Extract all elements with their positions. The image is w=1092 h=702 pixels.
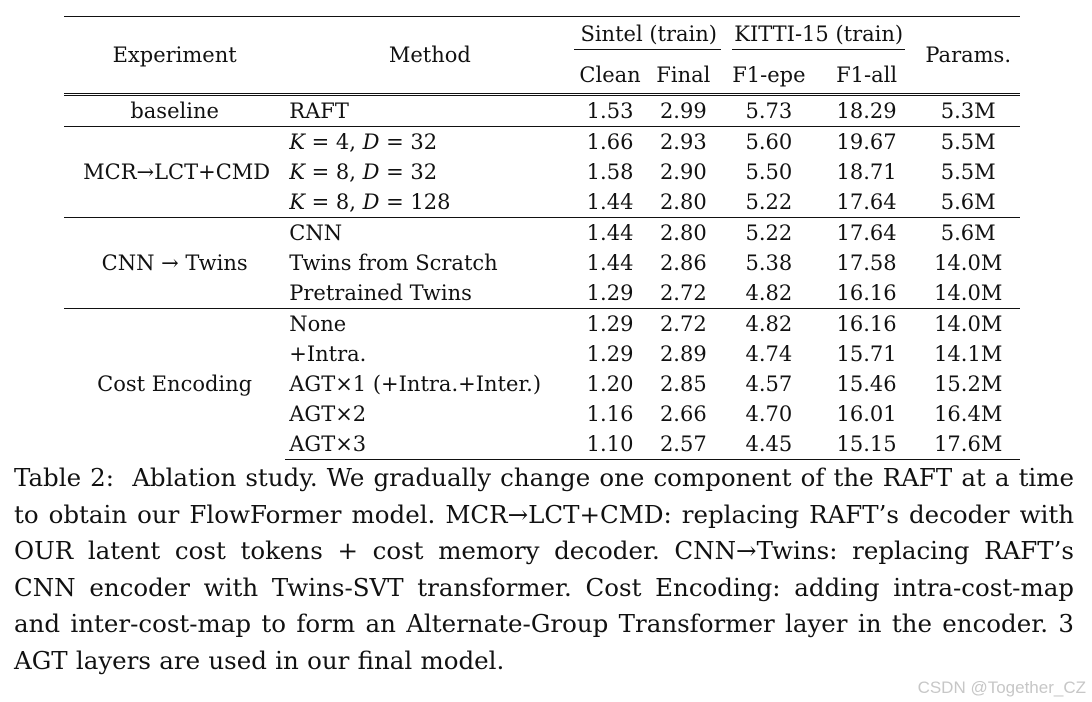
- params-cell: 5.3M: [916, 95, 1020, 127]
- params-cell: 5.5M: [940, 159, 996, 184]
- method-k-symbol: K: [289, 129, 305, 154]
- f1-all-cell: 16.16: [836, 280, 897, 305]
- method-k-symbol: K: [289, 159, 305, 184]
- method-d-value: = 128: [379, 189, 451, 214]
- f1-epe-cell: 4.70: [745, 401, 793, 426]
- f1-epe-cell: 4.74: [745, 341, 793, 366]
- method-cell: Twins from Scratch: [289, 250, 498, 275]
- method-cell: [285, 157, 574, 187]
- table-row: [64, 95, 1020, 127]
- params-cell: 17.6M: [916, 429, 1020, 460]
- final-cell: 2.93: [646, 127, 721, 158]
- table-row: [64, 127, 1020, 158]
- experiment-cell: MCR→LCT+CMD: [64, 127, 285, 218]
- f1-epe-cell: 4.57: [745, 371, 793, 396]
- params-cell: 14.0M: [934, 250, 1003, 275]
- experiment-cell: Cost Encoding: [64, 309, 285, 460]
- final-cell: 2.57: [646, 429, 721, 460]
- clean-cell: 1.29: [586, 280, 634, 305]
- method-k-value: = 8,: [304, 189, 363, 214]
- method-cell: AGT×1 (+Intra.+Inter.): [289, 371, 542, 396]
- clean-cell: 1.29: [586, 341, 634, 366]
- f1-all-cell: 16.01: [836, 401, 897, 426]
- method-cell: [285, 127, 574, 158]
- method-d-value: = 32: [379, 129, 438, 154]
- f1-epe-cell: 5.38: [745, 250, 793, 275]
- final-cell: 2.99: [646, 95, 721, 127]
- final-cell: 2.89: [659, 341, 707, 366]
- clean-cell: 1.16: [586, 401, 634, 426]
- params-cell: 15.2M: [934, 371, 1003, 396]
- final-cell: 2.90: [659, 159, 707, 184]
- method-k-value: = 8,: [304, 159, 363, 184]
- params-cell: 14.0M: [916, 309, 1020, 340]
- header-clean: Clean: [579, 62, 641, 87]
- kitti-group-label: KITTI-15 (train): [732, 24, 905, 50]
- f1-all-cell: 15.46: [836, 371, 897, 396]
- method-d-symbol: D: [362, 159, 380, 184]
- f1-all-cell: 17.64: [817, 218, 917, 249]
- method-cell: [285, 187, 574, 218]
- method-cell: AGT×2: [289, 401, 367, 426]
- table-row: [64, 309, 1020, 340]
- header-method: Method: [285, 17, 574, 95]
- f1-epe-cell: 5.60: [721, 127, 817, 158]
- params-cell: 5.6M: [940, 189, 996, 214]
- f1-all-cell: 18.29: [817, 95, 917, 127]
- clean-cell: 1.10: [574, 429, 645, 460]
- watermark: CSDN @Together_CZ: [917, 678, 1086, 697]
- f1-all-cell: 15.71: [836, 341, 897, 366]
- experiment-cell: baseline: [64, 95, 285, 127]
- f1-all-cell: 19.67: [817, 127, 917, 158]
- header-sintel-group: [574, 17, 721, 58]
- method-k-symbol: K: [289, 189, 305, 214]
- caption-label: Table 2:: [14, 463, 115, 492]
- ablation-table-container: [64, 16, 1020, 460]
- header-final: Final: [656, 62, 711, 87]
- final-cell: 2.66: [659, 401, 707, 426]
- clean-cell: 1.66: [574, 127, 645, 158]
- table-caption: [14, 460, 1074, 680]
- final-cell: 2.72: [659, 280, 707, 305]
- ablation-table: [64, 16, 1020, 460]
- experiment-cell: CNN → Twins: [64, 218, 285, 309]
- method-cell: Pretrained Twins: [289, 280, 472, 305]
- f1-all-cell: 17.64: [836, 189, 897, 214]
- params-cell: 14.0M: [934, 280, 1003, 305]
- final-cell: 2.85: [659, 371, 707, 396]
- clean-cell: 1.53: [574, 95, 645, 127]
- f1-epe-cell: 5.50: [745, 159, 793, 184]
- caption-text: Ablation study. We gradually change one component of the RAFT at a time to obtain our FlowFormer model. MCR→LCT+CMD: replacing RAFT’s decoder with OUR latent cost tokens + cost memory decoder. CNN→Twins: replacing RAFT’s CNN encoder with Twins-SVT transformer. Cost Encoding: adding intra-cost-map and inter-cost-map to form an Alternate-Group Transformer layer in the encoder. 3 AGT layers are used in our final model.: [14, 463, 1074, 675]
- header-f1-all: F1-all: [836, 62, 898, 87]
- method-d-value: = 32: [379, 159, 438, 184]
- clean-cell: 1.58: [586, 159, 634, 184]
- header-kitti-group: [721, 17, 916, 58]
- table-row: [64, 218, 1020, 249]
- params-cell: 16.4M: [934, 401, 1003, 426]
- clean-cell: 1.44: [586, 250, 634, 275]
- params-cell: 14.1M: [934, 341, 1003, 366]
- params-cell: 5.5M: [916, 127, 1020, 158]
- final-cell: 2.80: [646, 218, 721, 249]
- final-cell: 2.72: [646, 309, 721, 340]
- sintel-group-label: Sintel (train): [574, 24, 721, 50]
- method-d-symbol: D: [362, 189, 380, 214]
- f1-epe-cell: 5.22: [721, 218, 817, 249]
- clean-cell: 1.20: [586, 371, 634, 396]
- method-cell: None: [285, 309, 574, 340]
- f1-all-cell: 18.71: [836, 159, 897, 184]
- clean-cell: 1.29: [574, 309, 645, 340]
- header-experiment: Experiment: [64, 17, 285, 95]
- header-f1-epe: F1-epe: [732, 62, 806, 87]
- method-cell: AGT×3: [285, 429, 574, 460]
- clean-cell: 1.44: [574, 218, 645, 249]
- f1-epe-cell: 4.45: [721, 429, 817, 460]
- params-cell: 5.6M: [916, 218, 1020, 249]
- f1-epe-cell: 5.73: [721, 95, 817, 127]
- f1-epe-cell: 4.82: [745, 280, 793, 305]
- f1-all-cell: 15.15: [817, 429, 917, 460]
- method-cell: RAFT: [285, 95, 574, 127]
- method-k-value: = 4,: [304, 129, 363, 154]
- f1-all-cell: 17.58: [836, 250, 897, 275]
- f1-all-cell: 16.16: [817, 309, 917, 340]
- final-cell: 2.80: [659, 189, 707, 214]
- final-cell: 2.86: [659, 250, 707, 275]
- f1-epe-cell: 5.22: [745, 189, 793, 214]
- f1-epe-cell: 4.82: [721, 309, 817, 340]
- method-cell: CNN: [285, 218, 574, 249]
- header-params: Params.: [916, 17, 1020, 95]
- method-cell: +Intra.: [289, 341, 367, 366]
- method-d-symbol: D: [362, 129, 380, 154]
- clean-cell: 1.44: [586, 189, 634, 214]
